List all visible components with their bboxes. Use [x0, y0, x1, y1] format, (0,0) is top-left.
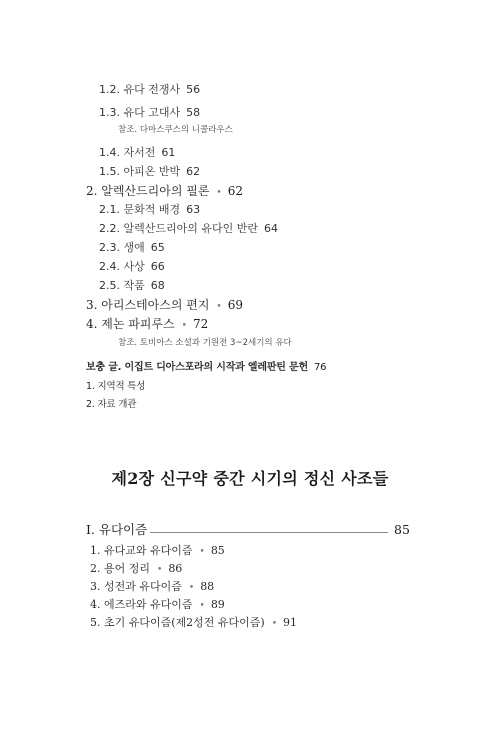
toc-reference-note — [118, 339, 292, 348]
toc-entry-label: 2.1. 문화적 배경 — [99, 203, 181, 216]
toc-entry-page: 85 — [210, 544, 225, 557]
toc-entry[interactable] — [99, 223, 278, 234]
leader-rule — [150, 532, 388, 533]
toc-entry[interactable] — [99, 147, 175, 158]
toc-entry-page: 89 — [210, 598, 225, 611]
toc-entry-label: 1.5. 아피온 반박 — [99, 165, 181, 178]
supplement-heading[interactable] — [86, 363, 326, 373]
toc-entry-page: 91 — [283, 616, 298, 629]
toc-entry-label: 3. 아리스테아스의 편지 — [86, 298, 210, 312]
toc-entry-label: 5. 초기 유다이즘(제2성전 유다이즘) — [90, 616, 265, 629]
toc-entry-page: 69 — [227, 298, 244, 312]
supplement-item-label: 2. 자료 개관 — [86, 399, 137, 410]
supplement-item-label: 1. 지역적 특성 — [86, 381, 146, 392]
toc-entry[interactable] — [99, 204, 200, 215]
toc-entry-page: 56 — [186, 83, 201, 96]
dot-separator-icon: • — [199, 601, 205, 611]
toc-entry-page: 62 — [227, 184, 244, 198]
toc-entry[interactable] — [90, 599, 225, 611]
section-title[interactable]: I. 유다이즘 — [86, 522, 148, 537]
toc-entry-page: 68 — [150, 279, 165, 292]
toc-entry-page: 65 — [150, 241, 165, 254]
toc-entry[interactable] — [86, 185, 243, 198]
toc-entry-label: 2. 알렉산드리아의 필론 — [86, 184, 210, 198]
toc-entry-page: 88 — [200, 580, 215, 593]
toc-entry-label: 1.3. 유다 고대사 — [99, 106, 181, 119]
toc-entry[interactable] — [90, 581, 214, 593]
toc-entry-label: 1. 유다교와 유다이즘 — [90, 544, 193, 557]
supplement-item[interactable] — [86, 400, 136, 410]
toc-entry-page: 62 — [186, 165, 201, 178]
toc-entry-label: 3. 성전과 유다이즘 — [90, 580, 182, 593]
toc-entry-label: 4. 제논 파피루스 — [86, 317, 175, 331]
toc-entry-page: 61 — [161, 146, 176, 159]
toc-entry-label: 4. 에즈라와 유다이즘 — [90, 598, 193, 611]
supplement-item[interactable] — [86, 382, 145, 392]
toc-entry-page: 66 — [150, 260, 165, 273]
toc-entry[interactable] — [99, 280, 165, 291]
toc-entry[interactable] — [99, 166, 200, 177]
toc-entry[interactable] — [86, 299, 243, 312]
toc-note-label: 참조. 토비아스 소설과 기원전 3~2세기의 유다 — [118, 338, 292, 348]
toc-entry[interactable] — [99, 242, 165, 253]
toc-entry-label: 2.3. 생애 — [99, 241, 145, 254]
toc-entry-page: 58 — [186, 106, 201, 119]
supplement-title: 보충 글. 이집트 디아스포라의 시작과 엘레판틴 문헌 — [86, 362, 308, 373]
toc-entry-page: 72 — [192, 317, 209, 331]
toc-entry-page: 63 — [186, 203, 201, 216]
toc-entry-page: 86 — [168, 562, 183, 575]
toc-entry[interactable] — [90, 545, 225, 557]
dot-separator-icon: • — [216, 188, 222, 198]
section-page: 85 — [394, 522, 410, 537]
toc-entry-label: 2. 용어 정리 — [90, 562, 150, 575]
dot-separator-icon: • — [181, 321, 187, 331]
dot-separator-icon: • — [199, 547, 205, 557]
toc-entry[interactable] — [90, 617, 297, 629]
toc-entry-page: 64 — [264, 222, 278, 235]
toc-entry-label: 2.4. 사상 — [99, 260, 145, 273]
chapter-title: 제2장 신구약 중간 시기의 정신 사조들 — [111, 469, 389, 488]
dot-separator-icon: • — [216, 302, 222, 312]
dot-separator-icon: • — [157, 565, 163, 575]
toc-entry-label: 2.2. 알렉산드리아의 유다인 반란 — [99, 222, 258, 235]
toc-entry[interactable] — [99, 261, 165, 272]
toc-entry[interactable] — [90, 563, 182, 575]
toc-entry-label: 2.5. 작품 — [99, 279, 145, 292]
toc-reference-note — [118, 126, 233, 135]
toc-entry-label: 1.4. 자서전 — [99, 146, 156, 159]
toc-entry[interactable] — [99, 84, 200, 95]
toc-entry[interactable] — [99, 107, 200, 118]
toc-note-label: 참조. 다마스쿠스의 니콜라우스 — [118, 125, 233, 135]
toc-entry[interactable] — [86, 318, 208, 331]
dot-separator-icon: • — [271, 619, 278, 629]
toc-entry-label: 1.2. 유다 전쟁사 — [99, 83, 181, 96]
dot-separator-icon: • — [188, 583, 195, 593]
supplement-page: 76 — [313, 362, 327, 373]
